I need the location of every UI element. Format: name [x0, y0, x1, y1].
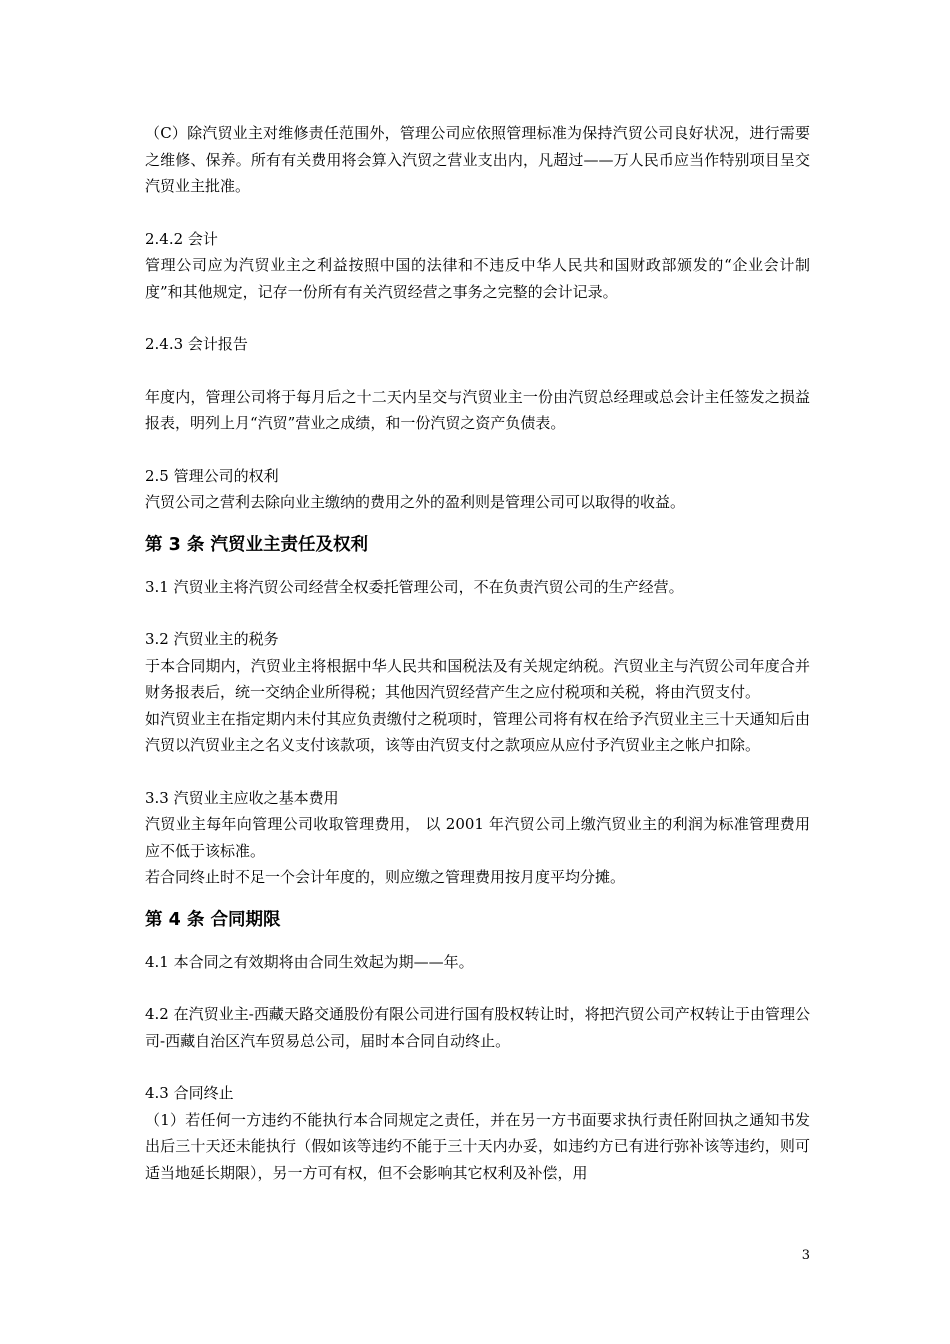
section-2-5-body: 汽贸公司之营利去除向业主缴纳的费用之外的盈利则是管理公司可以取得的收益。 — [145, 493, 686, 511]
article-3-heading: 第 3 条 汽贸业主责任及权利 — [145, 534, 368, 555]
article-4-heading: 第 4 条 合同期限 — [145, 909, 281, 930]
section-2-4-3-body: 年度内，管理公司将于每月后之十二天内呈交与汽贸业主一份由汽贸总经理或总会计主任签发之损益报表，明列上月“汽贸”营业之成绩，和一份汽贸之资产负债表。 — [145, 387, 810, 432]
page-number: 3 — [801, 1248, 810, 1263]
section-4-1: 4.1 本合同之有效期将由合同生效起为期——年。 — [145, 952, 474, 971]
section-3-2-body-2: 如汽贸业主在指定期内未付其应负责缴付之税项时，管理公司将有权在给予汽贸业主三十天通知后由汽贸以汽贸业主之名义支付该款项，该等由汽贸支付之款项应从应付予汽贸业主之帐户扣除。 — [145, 709, 810, 754]
page-content — [145, 120, 810, 1186]
paragraph-maintenance: （C）除汽贸业主对维修责任范围外，管理公司应依照管理标准为保持汽贸公司良好状况，进行需要之维修、保养。所有有关费用将会算入汽贸之营业支出内，凡超过——万人民币应当作特别项目呈交汽贸业主批准。 — [145, 124, 810, 195]
section-3-2-body-1: 于本合同期内，汽贸业主将根据中华人民共和国税法及有关规定纳税。汽贸业主与汽贸公司年度合并财务报表后，统一交纳企业所得税；其他因汽贸经营产生之应付税项和关税，将由汽贸支付。 — [145, 656, 810, 701]
section-2-5-title: 2.5 管理公司的权利 — [145, 466, 279, 485]
section-2-4-2-title: 2.4.2 会计 — [145, 229, 218, 248]
section-4-3-title: 4.3 合同终止 — [145, 1084, 234, 1102]
section-2-4-3-title: 2.4.3 会计报告 — [145, 335, 248, 353]
section-3-2-title: 3.2 汽贸业主的税务 — [145, 630, 279, 648]
section-4-3-body: （1）若任何一方违约不能执行本合同规定之责任，并在另一方书面要求执行责任附回执之通知书发出后三十天还未能执行（假如该等违约不能于三十天内办妥，如违约方已有进行弥补该等违约，则可适当地延长期限），另一方可有权，但不会影响其它权利及补偿，用 — [145, 1110, 810, 1182]
section-3-3-title: 3.3 汽贸业主应收之基本费用 — [145, 788, 339, 807]
section-3-1: 3.1 汽贸业主将汽贸公司经营全权委托管理公司，不在负责汽贸公司的生产经营。 — [145, 577, 684, 596]
section-3-3-body-1: 汽贸业主每年向管理公司收取管理费用， 以 2001 年汽贸公司上缴汽贸业主的利润为标准管理费用应不低于该标准。 — [145, 815, 810, 860]
section-4-2: 4.2 在汽贸业主-西藏天路交通股份有限公司进行国有股权转让时，将把汽贸公司产权转让于由管理公司-西藏自治区汽车贸易总公司，届时本合同自动终止。 — [145, 1005, 810, 1050]
section-3-3-body-2: 若合同终止时不足一个会计年度的，则应缴之管理费用按月度平均分摊。 — [145, 868, 626, 886]
section-2-4-2-body: 管理公司应为汽贸业主之利益按照中国的法律和不违反中华人民共和国财政部颁发的“企业会计制度”和其他规定，记存一份所有有关汽贸经营之事务之完整的会计记录。 — [145, 256, 810, 301]
